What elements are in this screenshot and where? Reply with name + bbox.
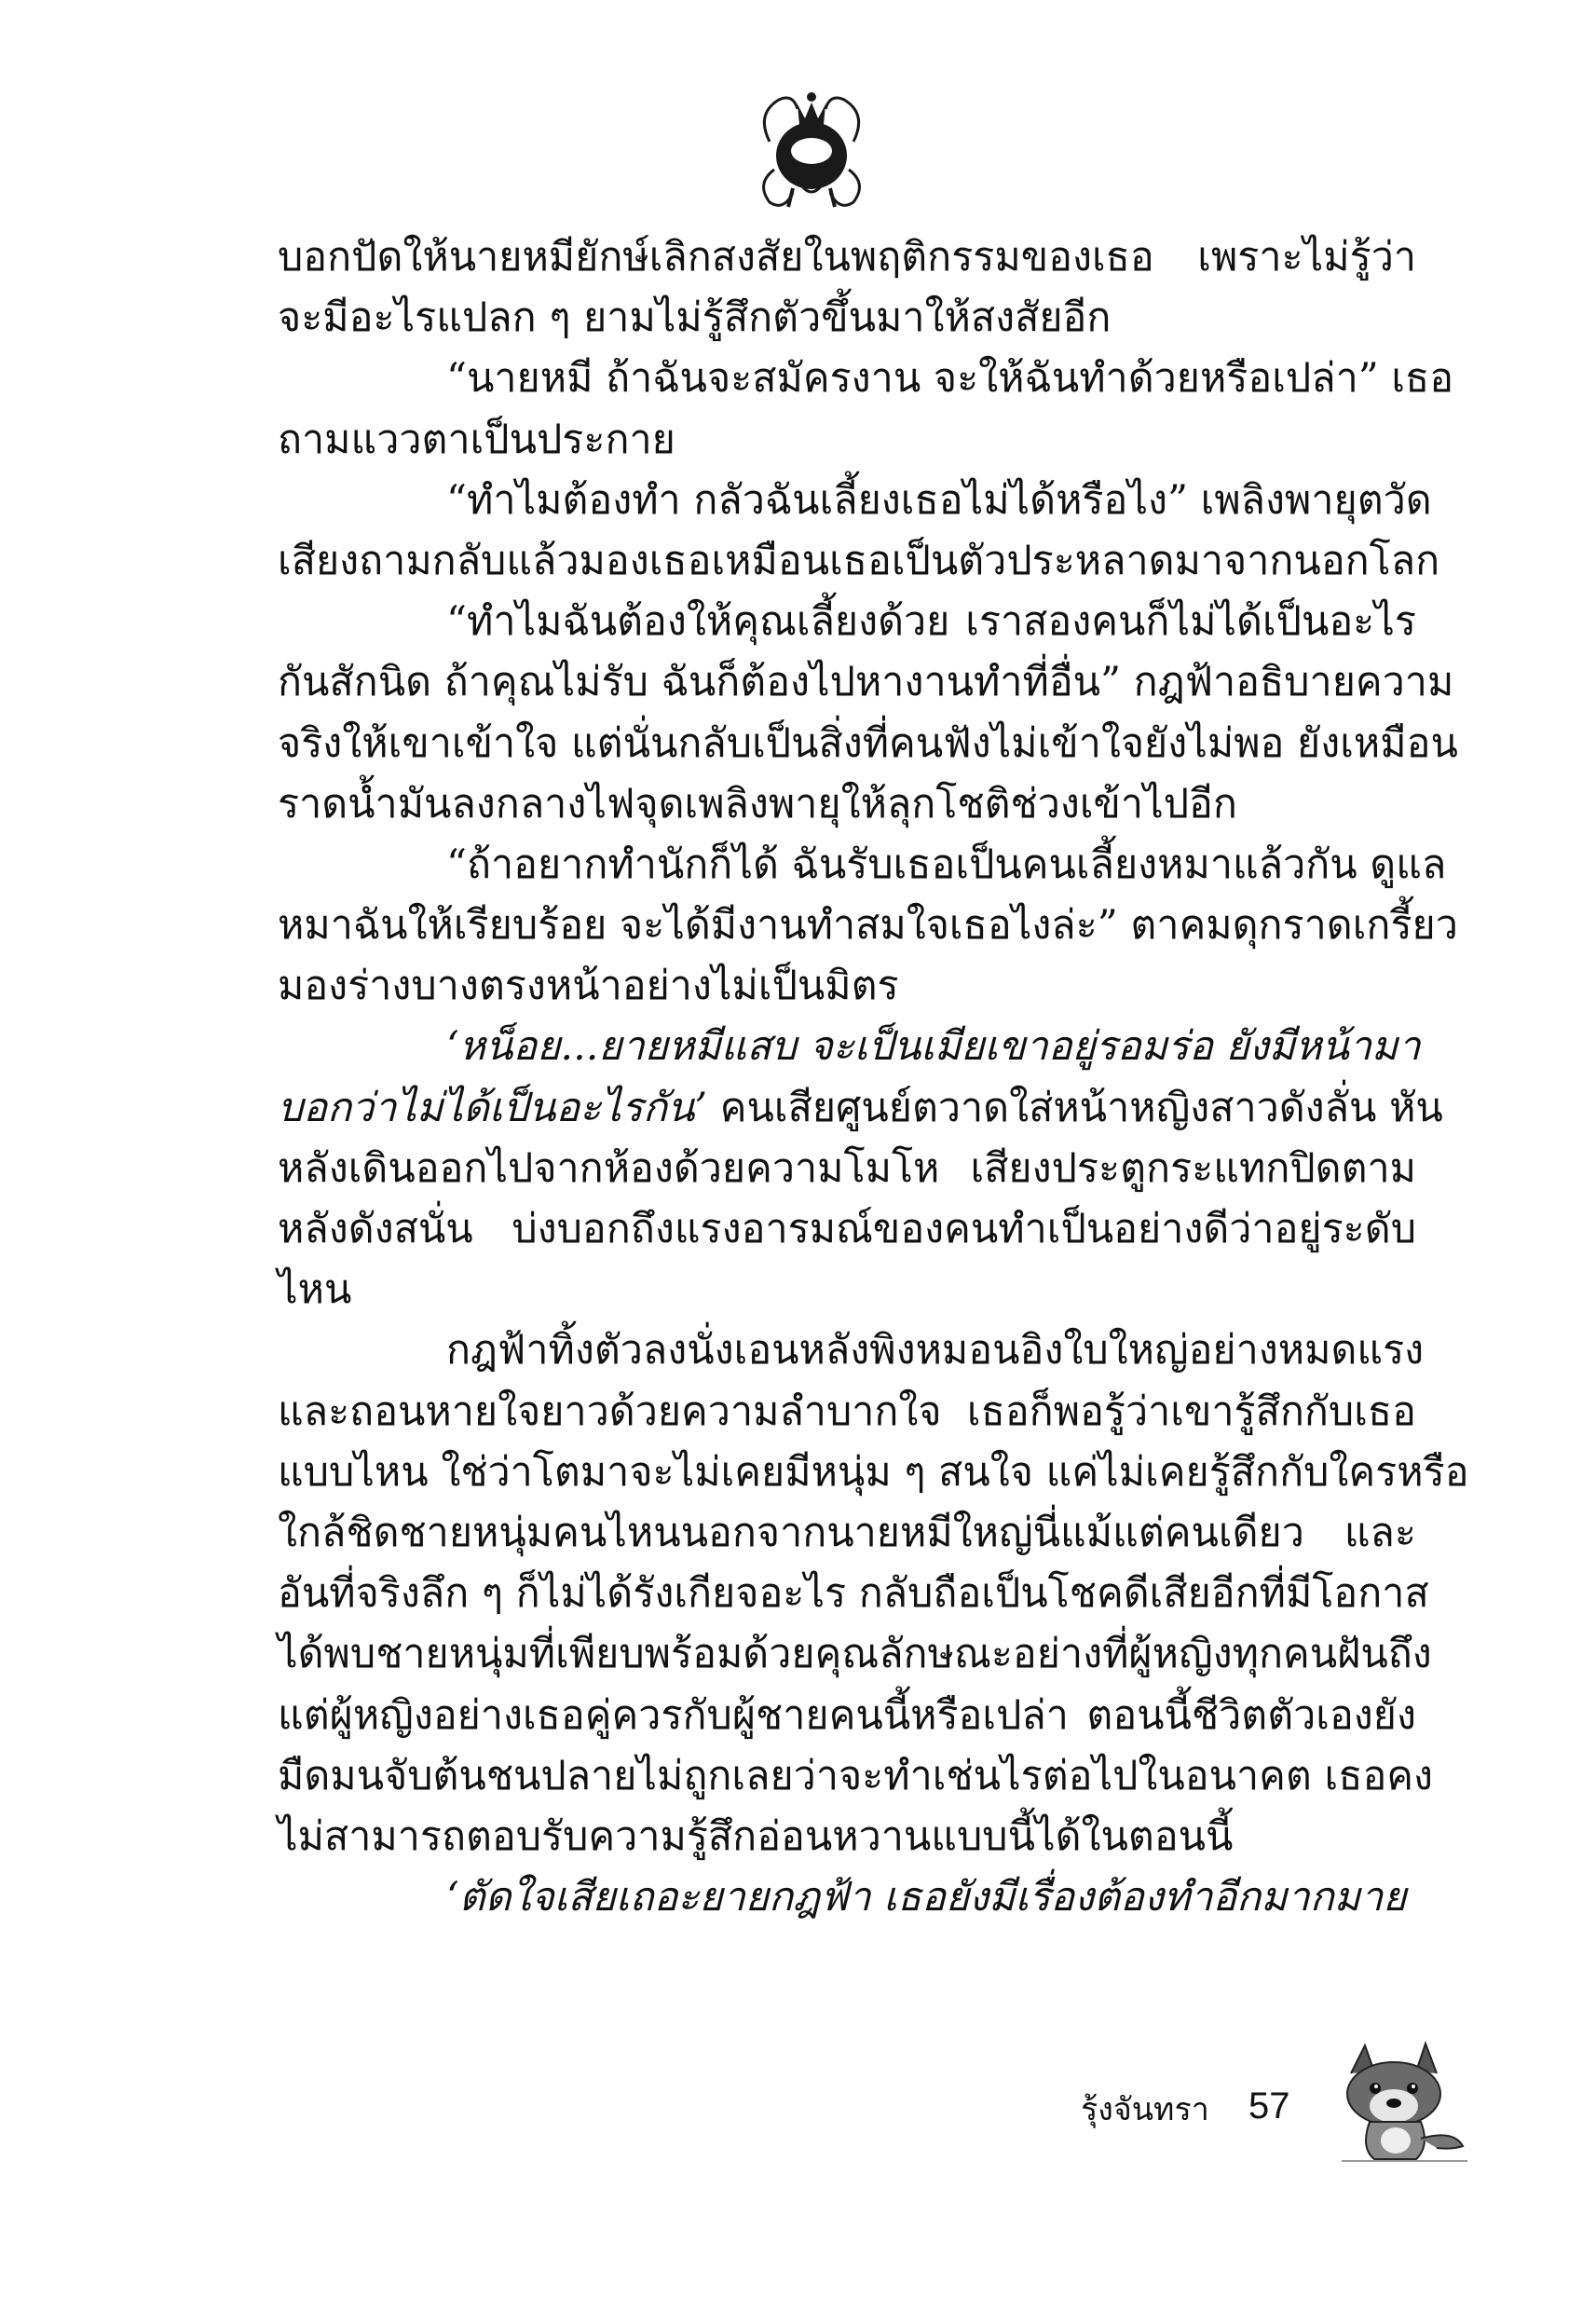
text-line: ราดน้ำมันลงกลางไฟจุดเพลิงพายุให้ลุกโชติช่วงเข้าไปอีก [278,780,1237,827]
text-span: คนเสียศูนย์ตวาดใส่หน้าหญิงสาวดังลั่น หัน [707,1084,1443,1131]
text-line: หลังดังสนั่น บ่งบอกถึงแรงอารมณ์ของคนทำเป็นอย่างดีว่าอยู่ระดับ [278,1206,1416,1252]
text-line: “ถ้าอยากทำนักก็ได้ ฉันรับเธอเป็นคนเลี้ยงหมาแล้วกัน ดูแล [446,841,1447,888]
text-line: หมาฉันให้เรียบร้อย จะได้มีงานทำสมใจเธอไงล่ะ” ตาคมดุกราดเกรี้ยว [278,902,1458,950]
text-line: และถอนหายใจยาวด้วยความลำบากใจ เธอก็พอรู้ว่าเขารู้สึกกับเธอ [278,1388,1416,1435]
text-line: จริงให้เขาเข้าใจ แต่นั่นกลับเป็นสิ่งที่คนฟังไม่เข้าใจยังไม่พอ ยังเหมือน [278,719,1458,767]
text-line: ‘ตัดใจเสียเถอะยายกฎฟ้า เธอยังมีเรื่องต้องทำอีกมากมาย [446,1874,1407,1921]
text-line: ‘หน็อย...ยายหมีแสบ จะเป็นเมียเขาอยู่รอมร่อ ยังมีหน้ามา [446,1023,1421,1071]
text-line: มืดมนจับต้นชนปลายไม่ถูกเลยว่าจะทำเช่นไรต่อไปในอนาคต เธอคง [278,1752,1434,1799]
text-line: จะมีอะไรแปลก ๆ ยามไม่รู้สึกตัวขึ้นมาให้สงสัยอีก [278,294,1112,342]
italic-phrase: บอกว่าไม่ได้เป็นอะไรกัน’ [278,1084,708,1131]
text-line: ถามแววตาเป็นประกาย [278,416,675,463]
text-line: “ทำไมฉันต้องให้คุณเลี้ยงด้วย เราสองคนก็ไม่ได้เป็นอะไร [446,598,1416,646]
text-line: ได้พบชายหนุ่มที่เพียบพร้อมด้วยคุณลักษณะอย่างที่ผู้หญิงทุกคนฝันถึง [278,1631,1432,1678]
text-line: อันที่จริงลึก ๆ ก็ไม่ได้รังเกียจอะไร กลับถือเป็นโชคดีเสียอีกที่มีโอกาส [278,1570,1429,1618]
text-line: หลังเดินออกไปจากห้องด้วยความโมโห เสียงประตูกระแทกปิดตาม [278,1144,1416,1192]
text-line: ไม่สามารถตอบรับความรู้สึกอ่อนหวานแบบนี้ได้ในตอนนี้ [278,1812,1234,1860]
body-text [278,227,1469,1928]
text-line-mixed [278,1078,1443,1139]
text-line: “นายหมี ถ้าฉันจะสมัครงาน จะให้ฉันทำด้วยหรือเปล่า” เธอ [446,355,1454,403]
text-line: เสียงถามกลับแล้วมองเธอเหมือนเธอเป็นตัวประหลาดมาจากนอกโลก [278,537,1440,584]
text-line: ไหน [278,1266,352,1314]
text-line: กันสักนิด ถ้าคุณไม่รับ ฉันก็ต้องไปหางานทำที่อื่น” กฎฟ้าอธิบายความ [278,659,1454,706]
text-line: บอกปัดให้นายหมียักษ์เลิกสงสัยในพฤติกรรมของเธอ เพราะไม่รู้ว่า [278,234,1416,280]
page-number: 57 [1248,2085,1290,2126]
text-line: ใกล้ชิดชายหนุ่มคนไหนนอกจากนายหมีใหญ่นี่แม้แต่คนเดียว และ [278,1509,1416,1556]
text-line: กฎฟ้าทิ้งตัวลงนั่งเอนหลังพิงหมอนอิงใบใหญ่อย่างหมดแรง [446,1327,1425,1374]
text-line: แบบไหน ใช่ว่าโตมาจะไม่เคยมีหนุ่ม ๆ สนใจ แค่ไม่เคยรู้สึกกับใครหรือ [278,1448,1469,1496]
book-title: รุ้งจันทรา [1081,2091,1209,2128]
text-line: มองร่างบางตรงหน้าอย่างไม่เป็นมิตร [278,963,899,1010]
text-line: “ทำไมต้องทำ กลัวฉันเลี้ยงเธอไม่ได้หรือไง” เพลิงพายุตวัด [446,476,1432,524]
text-line: แต่ผู้หญิงอย่างเธอคู่ควรกับผู้ชายคนนี้หรือเปล่า ตอนนี้ชีวิตตัวเองยัง [278,1691,1416,1739]
crest-ornament-icon [751,76,872,216]
dog-illustration-icon [1332,2036,1472,2167]
